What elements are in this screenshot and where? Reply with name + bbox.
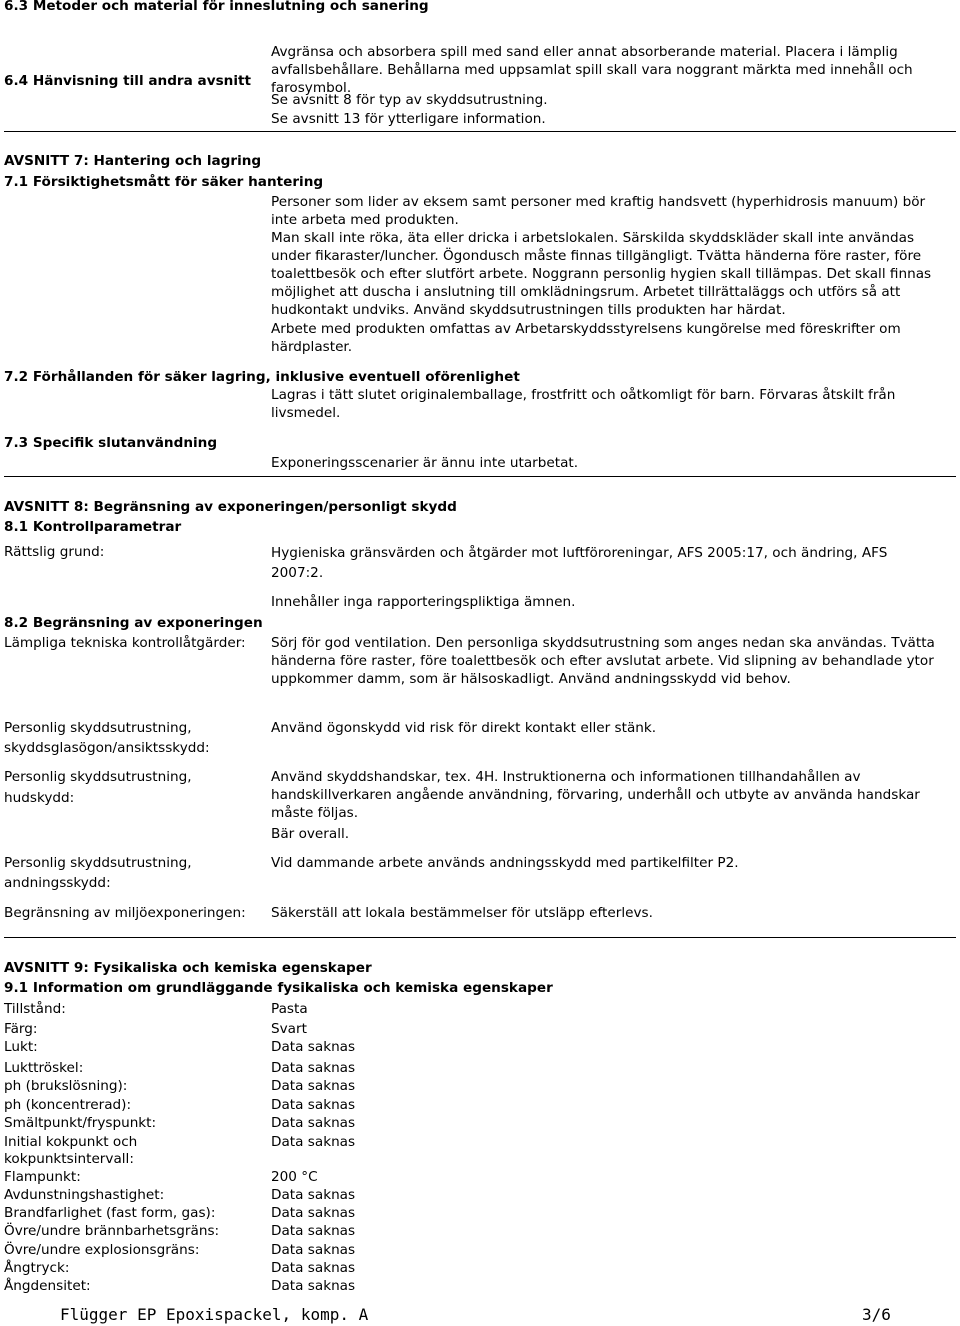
section-7-1-heading: 7.1 Försiktighetsmått för säker hantering [4, 174, 324, 190]
tech-controls-label: Lämpliga tekniska kontrollåtgärder: [4, 635, 246, 651]
property-label: Ångtryck: [4, 1260, 70, 1276]
property-value: Data saknas [271, 1115, 356, 1131]
section-9-1-heading: 9.1 Information om grundläggande fysikaliska och kemiska egenskaper [4, 980, 553, 996]
section-8-2-heading: 8.2 Begränsning av exponeringen [4, 615, 263, 631]
respiratory-protection-label-1: Personlig skyddsutrustning, [4, 855, 192, 871]
legal-basis-label: Rättslig grund: [4, 544, 105, 560]
respiratory-protection-text: Vid dammande arbete används andningsskydd med partikelfilter P2. [271, 855, 739, 871]
footer-page-number: 3/6 [862, 1305, 891, 1324]
tech-controls-text: Sörj för god ventilation. Den personliga skyddsutrustning som anges nedan ska användas. Tvätta händerna före raster, före toalettbesök och efter avslutat arbete. Vid slipning av behandlade ytor uppkommer damm, som är hälsoskadligt. Använd andningsskydd vid behov. [271, 635, 935, 687]
section-6-4-line1: Se avsnitt 8 för typ av skyddsutrustning. [271, 92, 548, 108]
property-value: Pasta [271, 1001, 308, 1017]
section-7-title: AVSNITT 7: Hantering och lagring [4, 153, 262, 169]
property-label: Ångdensitet: [4, 1278, 91, 1294]
section-8-title: AVSNITT 8: Begränsning av exponeringen/personligt skydd [4, 499, 457, 515]
section-6-4-heading: 6.4 Hänvisning till andra avsnitt [4, 73, 251, 89]
property-value: Data saknas [271, 1078, 356, 1094]
divider [4, 131, 956, 132]
property-value: Data saknas [271, 1060, 356, 1076]
environmental-exposure-text: Säkerställ att lokala bestämmelser för utsläpp efterlevs. [271, 905, 653, 921]
reporting-text: Innehåller inga rapporteringspliktiga ämnen. [271, 594, 576, 610]
property-label: Övre/undre brännbarhetsgräns: [4, 1223, 220, 1239]
property-label: Tillstånd: [4, 1001, 66, 1017]
property-label: Övre/undre explosionsgräns: [4, 1242, 200, 1258]
eye-protection-text: Använd ögonskydd vid risk för direkt kontakt eller stänk. [271, 720, 657, 736]
property-value: Data saknas [271, 1260, 356, 1276]
section-7-1-p1: Personer som lider av eksem samt personer med kraftig handsvett (hyperhidrosis manuum) bör inte arbeta med produkten. [271, 194, 926, 228]
property-label: Smältpunkt/fryspunkt: [4, 1115, 157, 1131]
property-label-continued: kokpunktsintervall: [4, 1151, 134, 1167]
divider [4, 937, 956, 938]
property-label: ph (brukslösning): [4, 1078, 128, 1094]
environmental-exposure-label: Begränsning av miljöexponeringen: [4, 905, 246, 921]
eye-protection-label-1: Personlig skyddsutrustning, [4, 720, 192, 736]
skin-protection-text-2: Bär overall. [271, 826, 350, 842]
property-label: Flampunkt: [4, 1169, 81, 1185]
property-label: ph (koncentrerad): [4, 1097, 132, 1113]
section-6-4-line2: Se avsnitt 13 för ytterligare information. [271, 111, 546, 127]
property-value: Data saknas [271, 1039, 356, 1055]
section-6-3-heading: 6.3 Metoder och material för inneslutning och sanering [4, 0, 429, 14]
skin-protection-label-2: hudskydd: [4, 790, 75, 806]
property-label: Färg: [4, 1021, 38, 1037]
property-value: Svart [271, 1021, 307, 1037]
section-7-1-p3: Arbete med produkten omfattas av Arbetarskyddsstyrelsens kungörelse med föreskrifter om härdplaster. [271, 321, 901, 355]
property-label: Initial kokpunkt och [4, 1134, 138, 1150]
property-value: Data saknas [271, 1223, 356, 1239]
section-7-3-text: Exponeringsscenarier är ännu inte utarbetat. [271, 455, 579, 471]
section-7-2-text: Lagras i tätt slutet originalemballage, frostfritt och oåtkomligt för barn. Förvaras åtskilt från livsmedel. [271, 387, 896, 421]
section-9-title: AVSNITT 9: Fysikaliska och kemiska egenskaper [4, 960, 372, 976]
property-value: Data saknas [271, 1242, 356, 1258]
property-value: Data saknas [271, 1134, 356, 1150]
property-value: Data saknas [271, 1097, 356, 1113]
section-6-3-body: Avgränsa och absorbera spill med sand eller annat absorberande material. Placera i lämplig avfallsbehållare. Behållarna med uppsamlat spill skall vara noggrant märkta med innehåll och farosymbol. [271, 44, 913, 96]
section-7-3-heading: 7.3 Specifik slutanvändning [4, 435, 218, 451]
legal-basis-text: Hygieniska gränsvärden och åtgärder mot luftföroreningar, AFS 2005:17, och ändring, AFS 2007:2. [271, 545, 888, 581]
skin-protection-label-1: Personlig skyddsutrustning, [4, 769, 192, 785]
respiratory-protection-label-2: andningsskydd: [4, 875, 111, 891]
section-8-1-heading: 8.1 Kontrollparametrar [4, 519, 182, 535]
section-7-2-heading: 7.2 Förhållanden för säker lagring, inklusive eventuell oförenlighet [4, 369, 520, 385]
eye-protection-label-2: skyddsglasögon/ansiktsskydd: [4, 740, 210, 756]
property-value: Data saknas [271, 1187, 356, 1203]
footer-product-name: Flügger EP Epoxispackel, komp. A [60, 1305, 369, 1324]
property-label: Brandfarlighet (fast form, gas): [4, 1205, 216, 1221]
property-label: Lukt: [4, 1039, 38, 1055]
divider [4, 476, 956, 477]
section-7-1-p2: Man skall inte röka, äta eller dricka i arbetslokalen. Särskilda skyddskläder skall inte användas under fikaraster/luncher. Ögondusch måste finnas tillgängligt. Tvätta händerna före raster, före toalettbesök och efter slutfört arbete. Noggrann personlig hygien skall tillämpas. Det skall finnas möjlighet att duscha i anslutning till omklädningsrum. Arbetet tillrättaläggs och utförs så att hudkontakt undviks. Använd skyddsutrustningen tills produkten har härdat. [271, 230, 932, 318]
property-label: Lukttröskel: [4, 1060, 84, 1076]
skin-protection-text: Använd skyddshandskar, tex. 4H. Instruktionerna och informationen tillhandahållen av handskillverkaren angående användning, förvaring, underhåll och utbyte av använda handskar måste följas. [271, 769, 920, 821]
property-label: Avdunstningshastighet: [4, 1187, 165, 1203]
property-value: Data saknas [271, 1205, 356, 1221]
property-value: 200 °C [271, 1169, 318, 1185]
property-value: Data saknas [271, 1278, 356, 1294]
